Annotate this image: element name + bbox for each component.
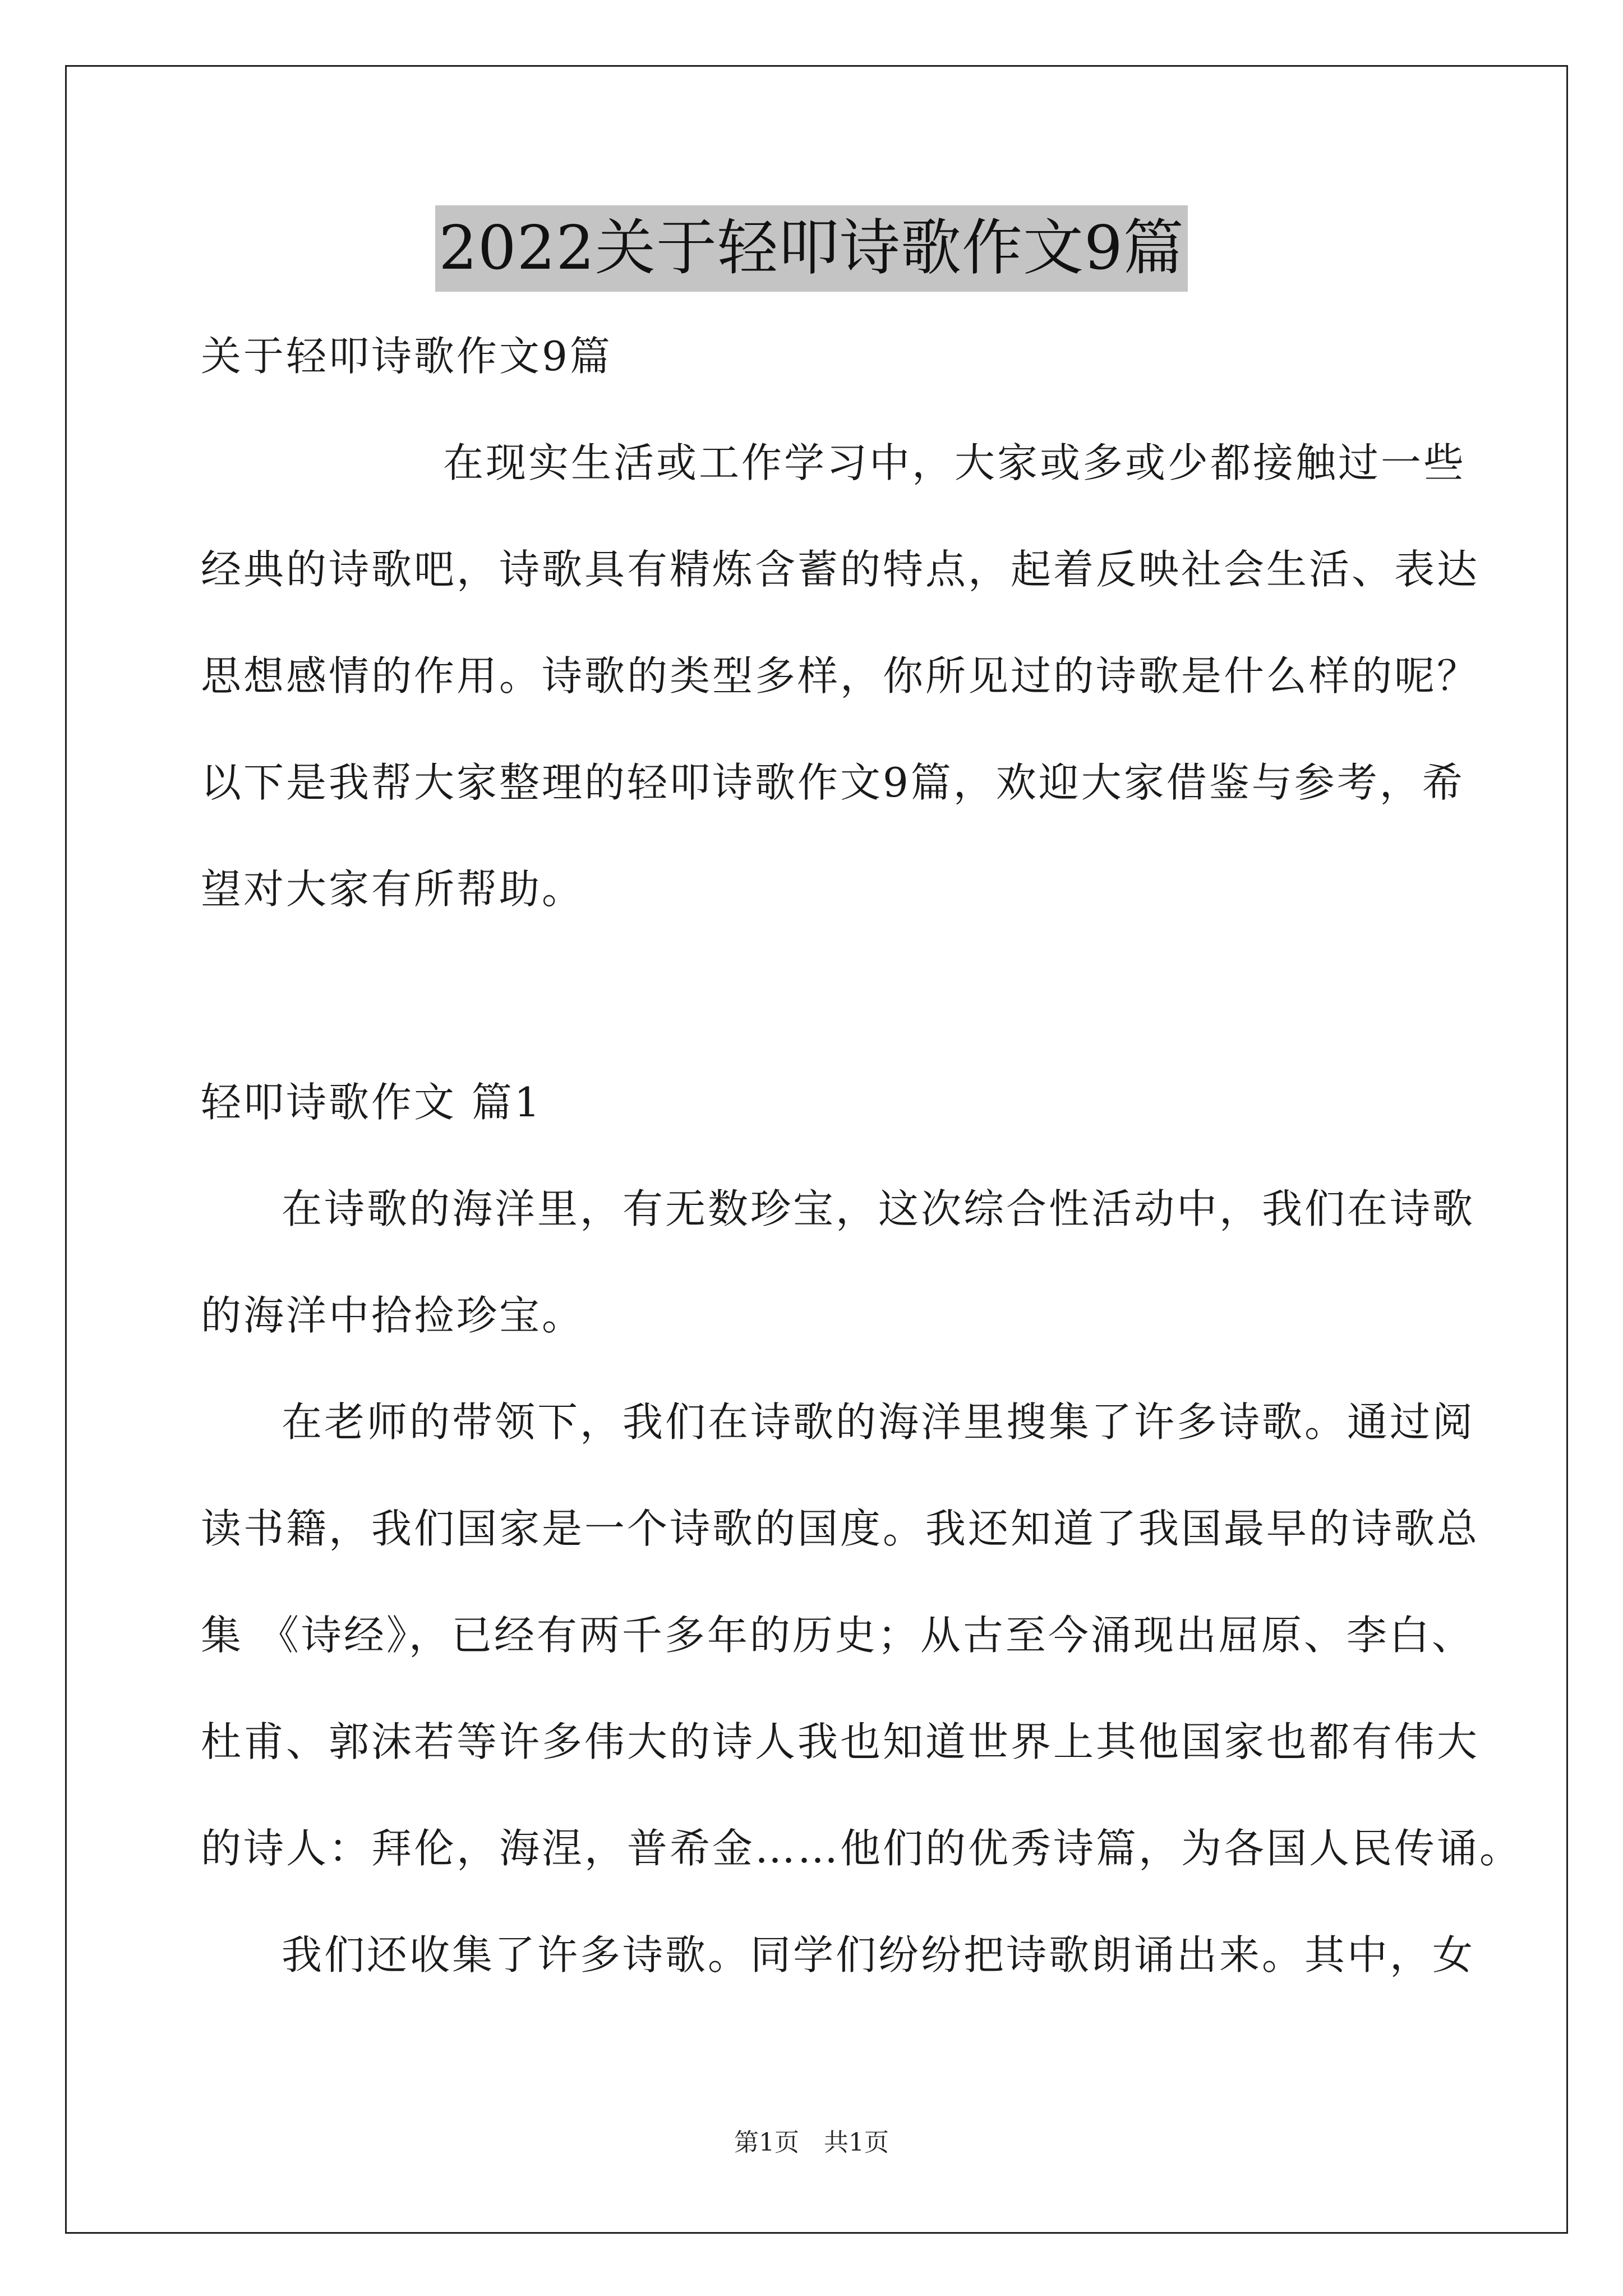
document-body <box>201 303 1523 2008</box>
intro-line: 思想感情的作用。诗歌的类型多样，你所见过的诗歌是什么样的呢？ <box>201 652 1480 700</box>
paragraph-line: 的海洋中拾捡珍宝。 <box>201 1292 585 1339</box>
paragraph-line: 读书籍，我们国家是一个诗歌的国度。我还知道了我国最早的诗歌总 <box>201 1505 1480 1552</box>
title-container <box>0 205 1623 292</box>
intro-line: 以下是我帮大家整理的轻叩诗歌作文9篇，欢迎大家借鉴与参考，希 <box>201 759 1465 806</box>
page-footer: 第1页 共1页 <box>734 2128 889 2157</box>
paragraph-line: 我们还收集了许多诗歌。同学们纷纷把诗歌朗诵出来。其中，女 <box>282 1931 1476 1978</box>
subtitle: 关于轻叩诗歌作文9篇 <box>201 333 612 380</box>
intro-line: 望对大家有所帮助。 <box>201 866 585 913</box>
paragraph-line: 在诗歌的海洋里，有无数珍宝，这次综合性活动中，我们在诗歌 <box>282 1185 1476 1232</box>
paragraph-line: 的诗人：拜伦，海涅，普希金……他们的优秀诗篇，为各国人民传诵。 <box>201 1825 1523 1872</box>
section-heading: 轻叩诗歌作文 篇1 <box>201 1079 542 1126</box>
paragraph-line: 杜甫、郭沫若等许多伟大的诗人我也知道世界上其他国家也都有伟大 <box>201 1718 1480 1765</box>
paragraph-gap <box>201 942 1435 1049</box>
paragraph-line: 在老师的带领下，我们在诗歌的海洋里搜集了许多诗歌。通过阅 <box>282 1398 1476 1446</box>
intro-line: 在现实生活或工作学习中，大家或多或少都接触过一些 <box>443 439 1467 486</box>
paragraph-line: 集 《诗经》，已经有两千多年的历史；从古至今涌现出屈原、李白、 <box>201 1612 1474 1659</box>
document-title: 2022关于轻叩诗歌作文9篇 <box>435 205 1188 292</box>
intro-line: 经典的诗歌吧，诗歌具有精炼含蓄的特点，起着反映社会生活、表达 <box>201 546 1480 593</box>
